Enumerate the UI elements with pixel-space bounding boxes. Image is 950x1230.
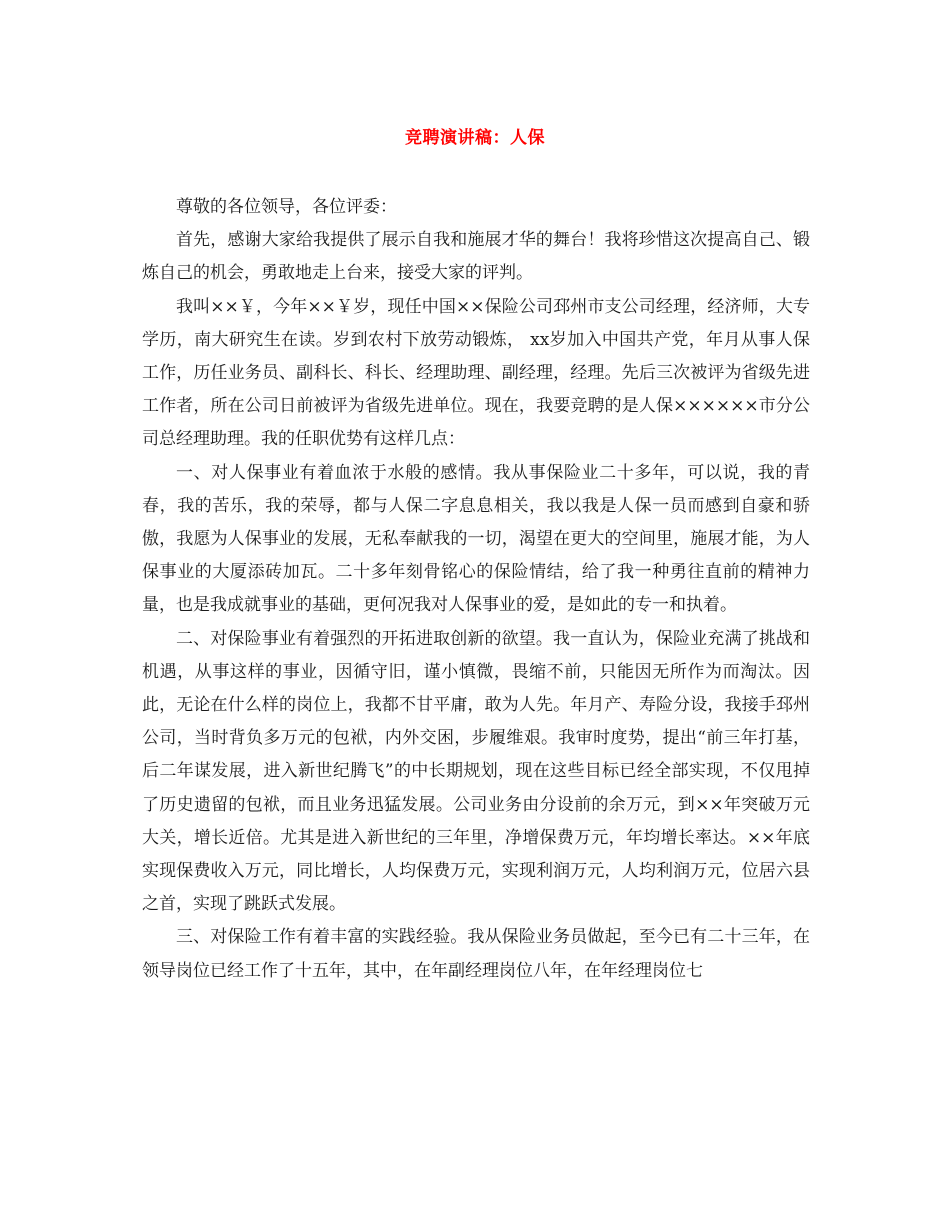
document-title: 竞聘演讲稿：人保 xyxy=(405,128,545,148)
salutation-paragraph: 尊敬的各位领导，各位评委： xyxy=(176,197,397,217)
advantage-three-paragraph: 三、对保险工作有着丰富的实践经验。我从保险业务员做起，至今已有二十三年，在领导岗位已经工作了十五年，其中，在年副经理岗位八年，在年经理岗位七 xyxy=(142,927,810,981)
advantage-one-paragraph: 一、对人保事业有着血浓于水般的感情。我从事保险业二十多年，可以说，我的青春，我的苦乐，我的荣辱，都与人保二字息息相关，我以我是人保一员而感到自豪和骄傲，我愿为人保事业的发展，无私奉献我的一切，渴望在更大的空间里，施展才能，为人保事业的大厦添砖加瓦。二十多年刻骨铭心的保险情结，给了我一种勇往直前的精神力量，也是我成就事业的基础，更何况我对人保事业的爱，是如此的专一和执着。 xyxy=(142,462,810,616)
self-introduction-paragraph: 我叫××￥，今年××￥岁，现任中国××保险公司邳州市支公司经理，经济师，大专学历，南大研究生在读。岁到农村下放劳动锻炼， xx岁加入中国共产党，年月从事人保工作，历任业务员、副科长、科长、经理助理、副经理，经理。先后三次被评为省级先进工作者，所在公司日前被评为省级先进单位。现在，我要竞聘的是人保××××××市分公司总经理助理。我的任职优势有这样几点： xyxy=(142,296,810,450)
advantage-two-paragraph: 二、对保险事业有着强烈的开拓进取创新的欲望。我一直认为，保险业充满了挑战和机遇，从事这样的事业，因循守旧，谨小慎微，畏缩不前，只能因无所作为而淘汰。因此，无论在什么样的岗位上，我都不甘平庸，敢为人先。年月产、寿险分设，我接手邳州公司，当时背负多万元的包袱，内外交困，步履维艰。我审时度势，提出“前三年打基，后二年谋发展，进入新世纪腾飞”的中长期规划，现在这些目标已经全部实现，不仅甩掉了历史遗留的包袱，而且业务迅猛发展。公司业务由分设前的余万元，到××年突破万元大关，增长近倍。尤其是进入新世纪的三年里，净增保费万元，年均增长率达。××年底实现保费收入万元，同比增长，人均保费万元，实现利润万元，人均利润万元，位居六县之首，实现了跳跃式发展。 xyxy=(142,628,810,915)
opening-paragraph: 首先，感谢大家给我提供了展示自我和施展才华的舞台！我将珍惜这次提高自己、锻炼自己的机会，勇敢地走上台来，接受大家的评判。 xyxy=(142,230,810,284)
document-body xyxy=(142,191,810,988)
